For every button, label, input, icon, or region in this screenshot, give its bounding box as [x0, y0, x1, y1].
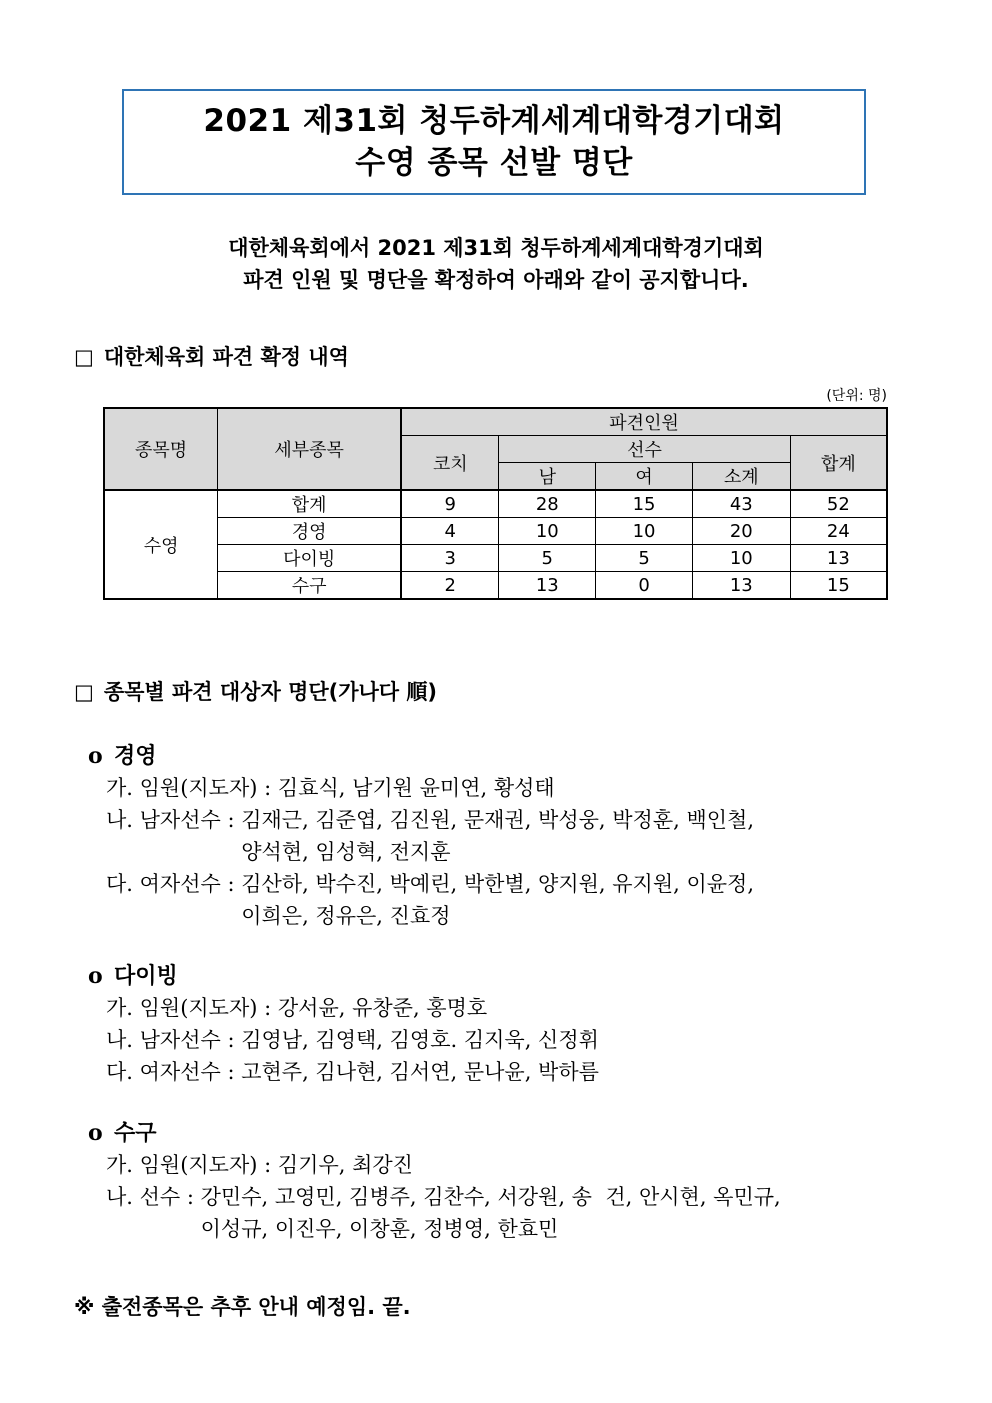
table-header-row [104, 408, 887, 436]
header-total: 합계 [790, 436, 887, 491]
unit-label: (단위: 명) [826, 388, 887, 404]
header-coach: 코치 [401, 436, 499, 491]
players-label: 나. 선수 : [106, 1185, 201, 1209]
section-title: 종목별 파견 대상자 명단(가나다 順) [103, 680, 438, 704]
intro-line-2: 파견 인원 및 명단을 확정하여 아래와 같이 공지합니다. [243, 268, 749, 292]
male-row [88, 804, 754, 868]
dispatch-table [103, 407, 888, 600]
male-cell: 10 [499, 518, 596, 545]
reference-mark-icon: ※ [74, 1295, 95, 1319]
table-row [104, 545, 887, 572]
subtotal-cell: 13 [692, 572, 790, 600]
team-diving [88, 960, 599, 1088]
female-names: 고현주, 김나현, 김서연, 문나윤, 박하름 [241, 1060, 599, 1084]
team-name: 다이빙 [114, 963, 178, 989]
male-names-line-2: 양석현, 임성혁, 전지훈 [241, 840, 451, 864]
intro-line-1: 대한체육회에서 2021 제31회 청두하계세계대학경기대회 [228, 236, 764, 260]
team-name: 경영 [114, 743, 157, 769]
title-box [122, 89, 866, 195]
bullet-icon: o [88, 743, 103, 769]
male-label: 나. 남자선수 : [106, 1028, 242, 1052]
team-name: 수구 [114, 1120, 157, 1146]
female-names-line-2: 이희은, 정유은, 진효정 [241, 904, 451, 928]
staff-label: 가. 임원(지도자) : [106, 996, 278, 1020]
team-heading [88, 740, 754, 772]
document-subtitle: 수영 종목 선발 명단 [355, 145, 633, 181]
female-cell: 15 [596, 490, 693, 518]
staff-row [88, 992, 599, 1024]
staff-row [88, 772, 754, 804]
total-cell: 24 [790, 518, 887, 545]
team-heading [88, 960, 599, 992]
bullet-icon: o [88, 1120, 103, 1146]
section-heading-dispatch [74, 341, 349, 371]
coach-cell: 9 [401, 490, 499, 518]
male-row [88, 1024, 599, 1056]
section-heading-roster [74, 676, 437, 706]
coach-cell: 2 [401, 572, 499, 600]
female-label: 다. 여자선수 : [106, 1060, 242, 1084]
table-row [104, 518, 887, 545]
female-cell: 10 [596, 518, 693, 545]
table-row [104, 490, 887, 518]
event-cell: 경영 [218, 518, 401, 545]
sport-name-cell: 수영 [104, 490, 218, 599]
event-cell: 다이빙 [218, 545, 401, 572]
female-names [241, 868, 754, 932]
male-cell: 13 [499, 572, 596, 600]
staff-label: 가. 임원(지도자) : [106, 1153, 278, 1177]
header-sport: 종목명 [104, 408, 218, 490]
header-event: 세부종목 [218, 408, 401, 490]
players-row [88, 1181, 781, 1245]
team-waterpolo [88, 1117, 781, 1245]
event-cell: 수구 [218, 572, 401, 600]
players-names-line-2: 이성규, 이진우, 이창훈, 정병영, 한효민 [200, 1217, 559, 1241]
header-dispatch: 파견인원 [401, 408, 887, 436]
female-row [88, 868, 754, 932]
checkbox-square-icon: □ [74, 345, 94, 369]
intro-paragraph [0, 232, 992, 296]
header-athletes: 선수 [499, 436, 790, 463]
subtotal-cell: 43 [692, 490, 790, 518]
note-text: 출전종목은 추후 안내 예정임. 끝. [101, 1295, 411, 1319]
male-cell: 5 [499, 545, 596, 572]
header-subtotal: 소계 [692, 463, 790, 491]
team-swimming [88, 740, 754, 932]
total-cell: 13 [790, 545, 887, 572]
staff-names: 김효식, 남기원 윤미연, 황성태 [277, 776, 555, 800]
coach-cell: 3 [401, 545, 499, 572]
total-cell: 15 [790, 572, 887, 600]
subtotal-cell: 10 [692, 545, 790, 572]
female-row [88, 1056, 599, 1088]
male-label: 나. 남자선수 : [106, 808, 242, 832]
female-cell: 0 [596, 572, 693, 600]
section-title: 대한체육회 파견 확정 내역 [103, 345, 349, 369]
staff-label: 가. 임원(지도자) : [106, 776, 278, 800]
staff-names: 김기우, 최강진 [277, 1153, 413, 1177]
male-names-line-1: 김재근, 김준엽, 김진원, 문재권, 박성웅, 박정훈, 백인철, [241, 808, 755, 832]
checkbox-square-icon: □ [74, 680, 94, 704]
document-title: 2021 제31회 청두하계세계대학경기대회 [203, 103, 785, 139]
female-cell: 5 [596, 545, 693, 572]
bullet-icon: o [88, 963, 103, 989]
header-female: 여 [596, 463, 693, 491]
players-names [201, 1181, 781, 1245]
subtotal-cell: 20 [692, 518, 790, 545]
female-label: 다. 여자선수 : [106, 872, 242, 896]
male-cell: 28 [499, 490, 596, 518]
staff-row [88, 1149, 781, 1181]
team-heading [88, 1117, 781, 1149]
coach-cell: 4 [401, 518, 499, 545]
total-cell: 52 [790, 490, 887, 518]
male-names: 김영남, 김영택, 김영호. 김지욱, 신정휘 [241, 1028, 599, 1052]
male-names [241, 804, 754, 868]
players-names-line-1: 강민수, 고영민, 김병주, 김찬수, 서강원, 송 건, 안시현, 옥민규, [200, 1185, 781, 1209]
staff-names: 강서윤, 유창준, 홍명호 [277, 996, 488, 1020]
table-row [104, 572, 887, 600]
closing-note [74, 1291, 411, 1321]
female-names-line-1: 김산하, 박수진, 박예린, 박한별, 양지원, 유지원, 이윤정, [241, 872, 755, 896]
header-male: 남 [499, 463, 596, 491]
event-cell: 합계 [218, 490, 401, 518]
